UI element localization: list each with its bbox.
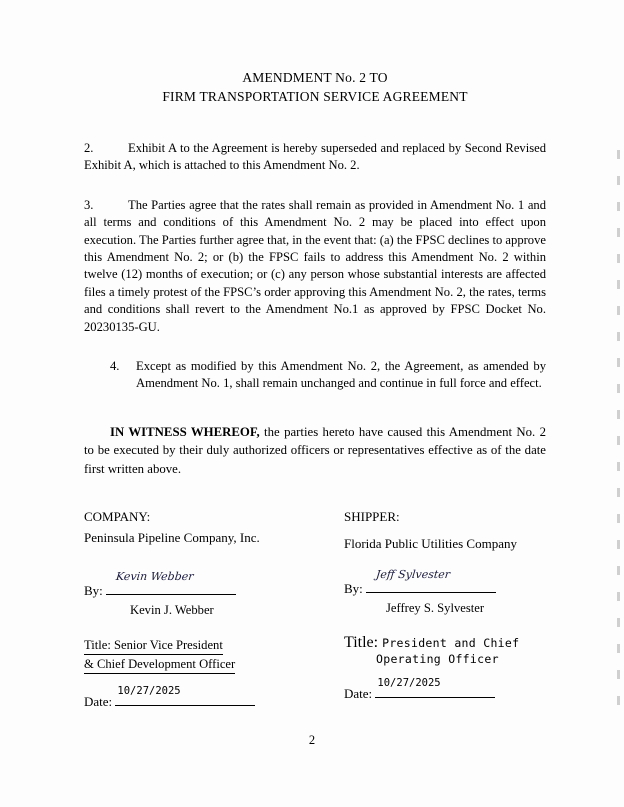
- witness-clause-text: the parties hereto have caused this Amendment No. 2 to be executed by their duly authorized officers or representatives effective as of the date first written above.: [84, 424, 546, 476]
- paragraph-2: [84, 140, 546, 175]
- company-title-row: [84, 636, 334, 674]
- company-entity-name: Peninsula Pipeline Company, Inc.: [84, 530, 260, 546]
- witness-clause-lead: IN WITNESS WHEREOF,: [110, 424, 260, 439]
- company-date-value: 10/27/2025: [117, 685, 181, 698]
- shipper-signature-block: [344, 568, 564, 616]
- company-by-label: By:: [84, 583, 103, 599]
- shipper-signature-line: [366, 581, 496, 593]
- paragraph-2-text: Exhibit A to the Agreement is hereby superseded and replaced by Second Revised Exhibit A, which is attached to this Amendment No. 2.: [84, 141, 546, 173]
- shipper-date-row: [344, 677, 564, 702]
- shipper-title-value-2: Operating Officer: [376, 652, 499, 667]
- company-printed-name: Kevin J. Webber: [130, 603, 214, 618]
- paragraph-3-text: The Parties agree that the rates shall remain as provided in Amendment No. 1 and all terms and conditions of this Amendment No. 2 may be placed into effect upon execution. The Parties further agree that, in the event that: (a) the FPSC declines to approve this Amendment No. 2; or (b) the FPSC fails to address this Amendment No. 2 within twelve (12) months of execution; or (c) any person whose substantial interests are affected files a timely protest of the FPSC’s order approving this Amendment No. 2, the rates, terms and conditions shall revert to the Amendment No.1 as approved by FPSC Docket No. 20230135-GU.: [84, 197, 546, 334]
- company-title-line-1: [84, 637, 223, 655]
- document-body: [84, 0, 546, 710]
- shipper-entity-name: Florida Public Utilities Company: [344, 536, 517, 552]
- document-title-line1: AMENDMENT No. 2 TO: [242, 70, 388, 85]
- company-date-label: Date:: [84, 694, 113, 710]
- company-signature-mark: Kevin Webber: [115, 570, 195, 584]
- paragraph-4: [84, 358, 546, 393]
- company-by-row: [84, 583, 334, 599]
- shipper-date-value: 10/27/2025: [377, 677, 441, 690]
- company-heading: COMPANY:: [84, 509, 151, 525]
- company-title-value-1: Senior Vice President: [114, 638, 223, 653]
- shipper-date-label: Date:: [344, 686, 373, 702]
- paragraph-2-number: 2.: [84, 141, 94, 155]
- company-signature-line: [106, 583, 236, 595]
- signature-area: [84, 508, 546, 710]
- shipper-title-label: Title:: [344, 634, 379, 652]
- paragraph-3-number: 3.: [84, 197, 94, 212]
- signature-block-company: [84, 508, 334, 710]
- company-title-label: Title:: [84, 638, 111, 653]
- shipper-heading: SHIPPER:: [344, 509, 400, 525]
- company-date-row: [84, 685, 334, 710]
- signature-block-shipper: [344, 508, 564, 702]
- paragraph-4-text: Except as modified by this Amendment No. 2, the Agreement, as amended by Amendment No. 1, shall remain unchanged and continue in full force and effect.: [136, 359, 546, 391]
- company-title-line-2: & Chief Development Officer: [84, 656, 235, 674]
- company-signature-block: [84, 570, 334, 618]
- paragraph-3: [84, 197, 546, 336]
- scan-edge-artifact: [617, 150, 620, 710]
- shipper-by-label: By:: [344, 581, 363, 597]
- document-title-line2: FIRM TRANSPORTATION SERVICE AGREEMENT: [162, 89, 468, 104]
- witness-clause: [84, 423, 546, 478]
- shipper-by-row: [344, 581, 564, 597]
- paragraph-4-number: 4.: [110, 359, 120, 374]
- shipper-title-row: [344, 634, 564, 666]
- shipper-printed-name: Jeffrey S. Sylvester: [386, 601, 485, 616]
- shipper-title-value-1: President and Chief: [382, 636, 520, 651]
- page-number: 2: [308, 733, 316, 747]
- shipper-signature-mark: Jeff Sylvester: [375, 568, 451, 582]
- shipper-title-line-1: [344, 634, 564, 652]
